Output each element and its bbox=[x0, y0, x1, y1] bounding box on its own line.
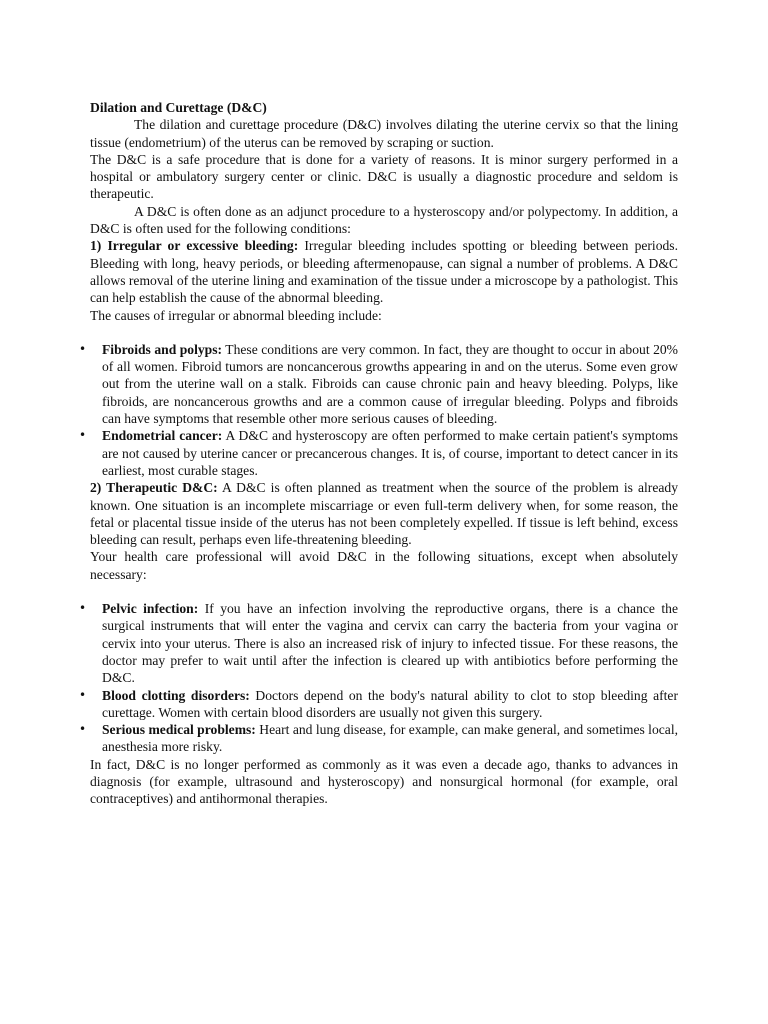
section-2-paragraph bbox=[90, 479, 678, 548]
document-body bbox=[79, 99, 679, 808]
list-item-text: Doctors depend on the body's natural ability to clot to stop bleeding after curettage. Women with certain blood disorders are usually not given this surgery. bbox=[102, 687, 678, 720]
intro-paragraph-1: The dilation and curettage procedure (D&C) involves dilating the uterine cervix so that the lining tissue (endometrium) of the uterus can be removed by scraping or suction. bbox=[90, 117, 678, 150]
closing-paragraph: In fact, D&C is no longer performed as commonly as it was even a decade ago, thanks to advances in diagnosis (for example, ultrasound and hysteroscopy) and nonsurgical hormonal (for example, oral contraceptives) and antihormonal therapies. bbox=[90, 756, 678, 807]
section-1-text: Irregular bleeding includes spotting or bleeding between periods. Bleeding with long, heavy periods, or bleeding aftermenopause, can signal a number of problems. A D&C allows removal of the uterine lining and examination of the tissue under a microscope by a pathologist. This can help establish the cause of the abnormal bleeding. bbox=[90, 238, 678, 306]
section-1-paragraph bbox=[90, 237, 678, 306]
list-item-heading: Pelvic infection: bbox=[102, 601, 199, 617]
causes-intro: The causes of irregular or abnormal bleeding include: bbox=[90, 307, 382, 323]
bullet-icon: • bbox=[79, 341, 87, 356]
blank-line bbox=[90, 583, 678, 600]
list-item-heading: Blood clotting disorders: bbox=[102, 687, 250, 703]
bullet-icon: • bbox=[79, 601, 87, 616]
list-item bbox=[79, 600, 678, 686]
causes-list bbox=[79, 341, 678, 479]
list-item-text: A D&C and hysteroscopy are often performed to make certain patient's symptoms are not caused by uterine cancer or precancerous changes. It is, of course, important to detect cancer in its earliest, most curable stages. bbox=[102, 428, 678, 478]
avoid-intro: Your health care professional will avoid D&C in the following situations, except when absolutely necessary: bbox=[90, 549, 678, 582]
list-item-text: Heart and lung disease, for example, can make general, and sometimes local, anesthesia more risky. bbox=[102, 722, 679, 755]
list-item bbox=[79, 687, 678, 722]
bullet-icon: • bbox=[79, 687, 87, 702]
intro-paragraph-3: A D&C is often done as an adjunct procedure to a hysteroscopy and/or polypectomy. In addition, a D&C is often used for the following conditions: bbox=[90, 203, 678, 237]
list-item-heading: Serious medical problems: bbox=[102, 722, 256, 738]
list-item bbox=[79, 427, 678, 479]
avoid-list bbox=[79, 600, 679, 756]
list-item-heading: Endometrial cancer: bbox=[102, 428, 223, 444]
section-2-text: A D&C is often planned as treatment when the source of the problem is already known. One situation is an incomplete miscarriage or even full-term delivery when, for some reason, the fetal or placental tissue inside of the uterus has not been completely expelled. If tissue is left behind, excess bleeding can result, perhaps even life-threatening bleeding. bbox=[90, 480, 678, 548]
bullet-icon: • bbox=[79, 428, 87, 443]
bullet-icon: • bbox=[79, 722, 87, 737]
blank-line bbox=[90, 324, 678, 341]
section-2-heading: 2) Therapeutic D&C: bbox=[90, 480, 218, 496]
intro-paragraph-2: The D&C is a safe procedure that is done for a variety of reasons. It is minor surgery performed in a hospital or ambulatory surgery center or clinic. D&C is usually a diagnostic procedure and seldom is therapeutic. bbox=[90, 151, 678, 202]
list-item-heading: Fibroids and polyps: bbox=[102, 341, 223, 357]
document-title: Dilation and Curettage (D&C) bbox=[90, 100, 267, 115]
list-item bbox=[79, 341, 678, 427]
list-item bbox=[79, 721, 679, 756]
list-item-text: If you have an infection involving the reproductive organs, there is a chance the surgical instruments that will enter the vagina and cervix can carry the bacteria from your vagina or cervix into your uterus. There is also an increased risk of injury to infected tissue. For these reasons, the doctor may prefer to wait until after the infection is cleared up with antibiotics before performing the D&C. bbox=[102, 601, 678, 686]
section-1-heading: 1) Irregular or excessive bleeding: bbox=[90, 238, 299, 254]
list-item-text: These conditions are very common. In fact, they are thought to occur in about 20% of all women. Fibroid tumors are noncancerous growths appearing in and on the uterus. Some even grow out from the uterine wall on a stalk. Fibroids can cause chronic pain and heavy bleeding. Polyps, like fibroids, are noncancerous growths and are a common cause of irregular bleeding. Polyps and fibroids can have symptoms that resemble other more serious causes of bleeding. bbox=[102, 341, 678, 427]
